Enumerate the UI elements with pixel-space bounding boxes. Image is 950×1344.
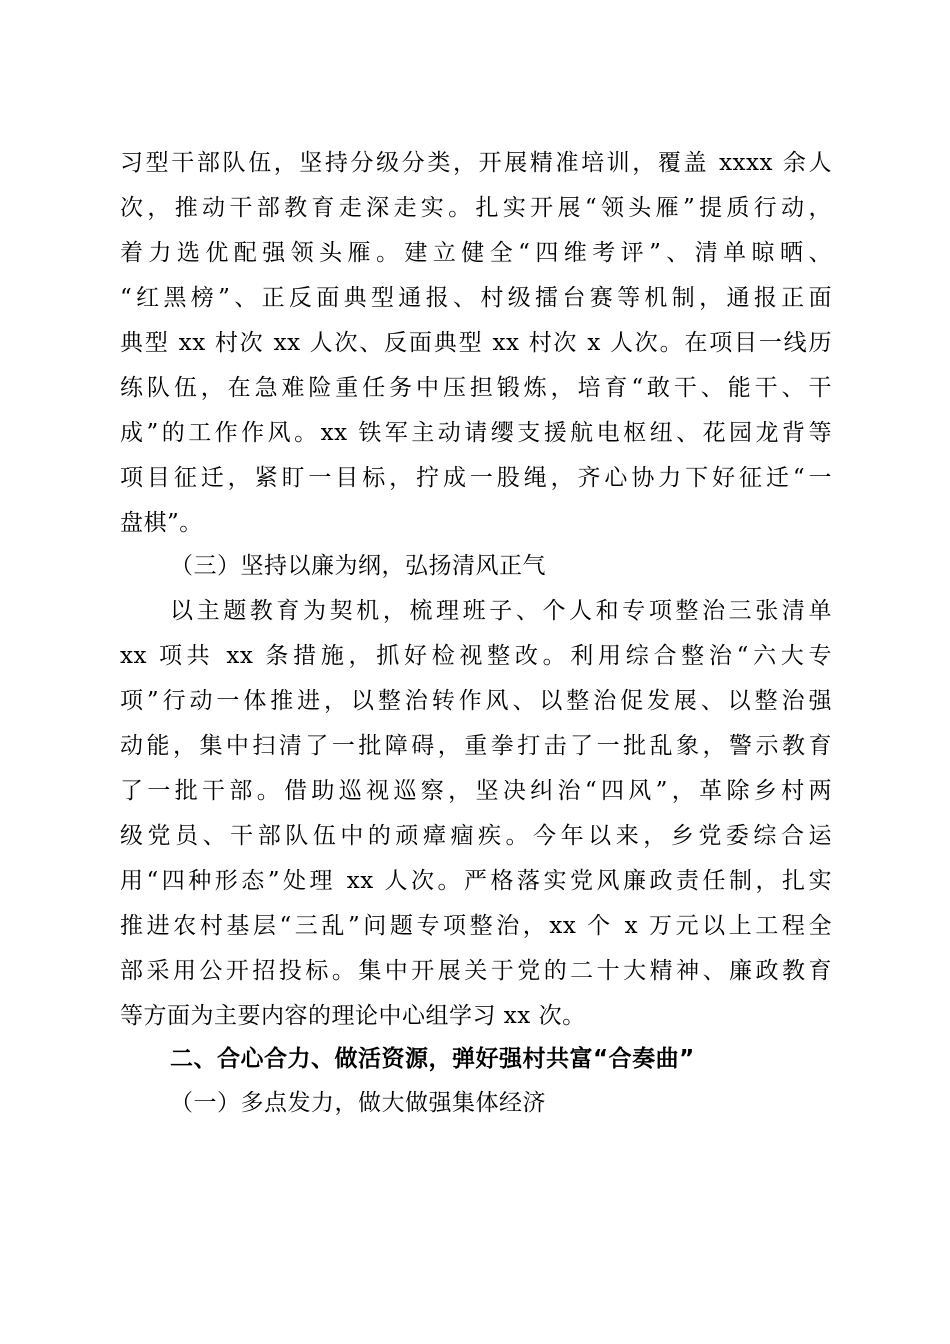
paragraph-line: “红黑榜”、正反面典型通报、村级擂台赛等机制，通报正面 bbox=[120, 285, 832, 311]
paragraph-line: 以主题教育为契机，梳理班子、个人和专项整治三张清单 bbox=[170, 598, 832, 624]
paragraph-line: 部采用公开招投标。集中开展关于党的二十大精神、廉政教育 bbox=[120, 958, 832, 984]
paragraph-line: 盘棋”。 bbox=[120, 510, 203, 536]
paragraph-line: 项目征迁，紧盯一目标，拧成一股绳，齐心协力下好征迁“一 bbox=[120, 465, 832, 491]
paragraph-line: 动能，集中扫清了一批障碍，重拳打击了一批乱象，警示教育 bbox=[120, 733, 832, 759]
paragraph-line: 典型 xx 村次 xx 人次、反面典型 xx 村次 x 人次。在项目一线历 bbox=[120, 330, 832, 356]
paragraph-line: 用“四种形态”处理 xx 人次。严格落实党风廉政责任制，扎实 bbox=[120, 868, 832, 894]
paragraph-line: 成”的工作作风。xx 铁军主动请缨支援航电枢纽、花园龙背等 bbox=[120, 420, 832, 446]
paragraph-line: 项”行动一体推进，以整治转作风、以整治促发展、以整治强 bbox=[120, 688, 832, 714]
paragraph-line: 练队伍，在急难险重任务中压担锻炼，培育“敢干、能干、干 bbox=[120, 375, 832, 401]
section-title: （三）坚持以廉为纲，弘扬清风正气 bbox=[170, 553, 546, 579]
section-title: （一）多点发力，做大做强集体经济 bbox=[170, 1090, 546, 1116]
paragraph-line: 了一批干部。借助巡视巡察，坚决纠治“四风”，革除乡村两 bbox=[120, 778, 832, 804]
paragraph-line: 次，推动干部教育走深走实。扎实开展“领头雁”提质行动， bbox=[120, 195, 832, 221]
paragraph-line: 着力选优配强领头雁。建立健全“四维考评”、清单晾晒、 bbox=[120, 240, 832, 266]
paragraph-line: xx 项共 xx 条措施，抓好检视整改。利用综合整治“六大专 bbox=[120, 643, 832, 669]
paragraph-line: 级党员、干部队伍中的顽瘴痼疾。今年以来，乡党委综合运 bbox=[120, 823, 832, 849]
chapter-title: 二、合心合力、做活资源，弹好强村共富“合奏曲” bbox=[170, 1046, 695, 1072]
paragraph-line: 习型干部队伍，坚持分级分类，开展精准培训，覆盖 xxxx 余人 bbox=[120, 150, 832, 176]
paragraph-line: 等方面为主要内容的理论中心组学习 xx 次。 bbox=[120, 1003, 586, 1029]
paragraph-line: 推进农村基层“三乱”问题专项整治，xx 个 x 万元以上工程全 bbox=[120, 913, 832, 939]
